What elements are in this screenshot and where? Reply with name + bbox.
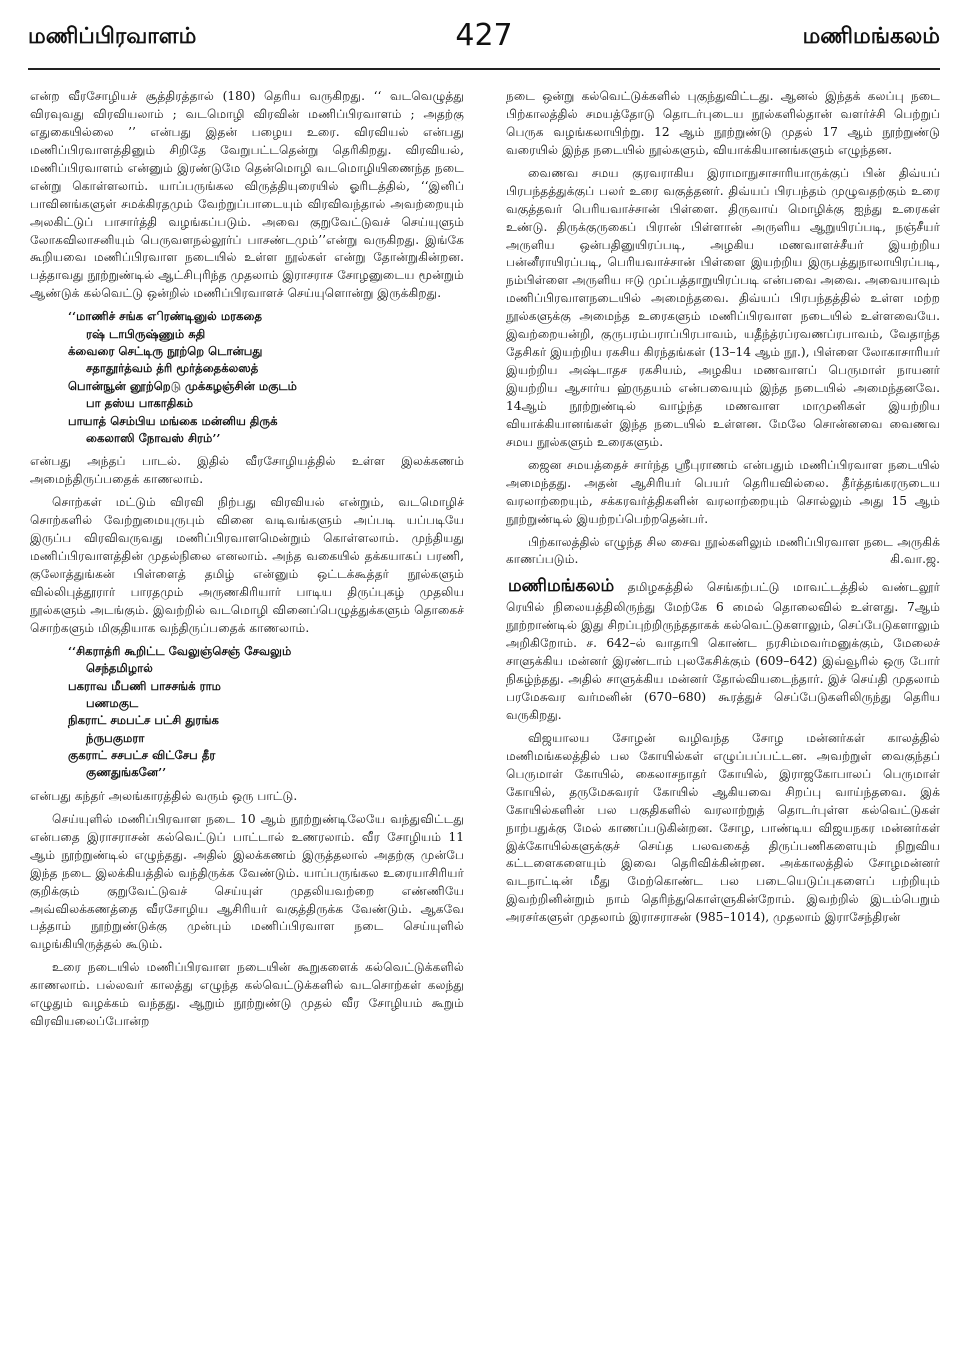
running-head-left: மணிப்பிரவாளம் <box>28 24 197 49</box>
running-head-right: மணிமங்கலம் <box>802 24 940 49</box>
paragraph: நடை ஒன்று கல்வெட்டுக்களில் புகுந்துவிட்டது. ஆனல் இந்தக் கலப்பு நடை பிற்காலத்தில் சமயத்தோடு தொடர்புடைய நூல்களில்தான் வளர்ச்சி பெற்றுப் பெருக வழங்கலாயிற்று. 12 ஆம் நூற்றுண்டு முதல் 17 ஆம் நூற்றுண்டு வரையில் இந்த நடையில் நூல்களும், வியாக்கியானங்களும் எழுந்தன. <box>506 89 940 157</box>
verse-line: ‘‘மாணிச் சங்க எிரண்டினுல் மரகதை <box>68 309 263 324</box>
paragraph <box>506 534 940 570</box>
verse-line: ரஷ் டாபிருஷ்ணும் சுதி <box>86 326 206 341</box>
verse-line: செந்தமிழால் <box>86 661 153 676</box>
verse-line: பாயாத் செம்பிய மங்கை மன்னிய திருக் <box>68 413 278 428</box>
verse-line: பணமகுட <box>86 695 139 710</box>
paragraph: என்ற வீரசோழியச் சூத்திரத்தால் (180) தெரிய வருகிறது. ‘‘ வடவெழுத்து விரவுவது விரவியலாம் ; வடமொழி விரவின் மணிப்பிரவாளம் ; அதற்கு எதுகையில்லை ’’ என்பது இதன் பழைய உரை. விரவியல் என்பது மணிப்பிரவாளத்தினும் சிறிதே வேறுபட்டதென்று தெரிகிறது. விரவியல், மணிப்பிரவாளம் என்னும் இரண்டுமே தென்மொழி வடமொழியிணைந்த நடை என்று கொள்ளலாம். யாப்பருங்கல விருத்தியுரையில் ஓரிடத்தில், ‘‘இனிப் பாவினங்களுள் சமக்கிரதமும் வேற்றுப்பாடையும் விரவிவந்தால் அவற்றையும் அலகிட்டுப் பாசார்த்தி வழங்கப்படும். அவை குறுவேட்டுவச் செய்யுளும் லோகவிலாசனியும் பெருவளநல்லூர்ப் பாசண்டமும்’’என்று வருகிறது. இங்கே கூறியவை மணிப்பிரவாள நடையில் உள்ள நூல்கள் என்று தோன்றுகின்றன. பத்தாவது நூற்றுண்டில் ஆட்சிபுரிந்த முதலாம் இராசராச சோழனுடைய மூன்றும் ஆண்டுக் கல்வெட்டு ஒன்றில் மணிப்பிரவாளச் செய்யுளொன்று இருக்கிறது. <box>30 89 464 301</box>
verse-line: நிகராட் சமபட்ச பட்சி துரங்க <box>68 713 219 728</box>
paragraph: ஜைன சமயத்தைச் சார்ந்த ஸ்ரீபுராணம் என்பதும் மணிப்பிரவாள நடையில் அமைந்தது. அதன் ஆசிரியர் பெயர் தெரியவில்லை. தீர்த்தங்கரருடைய வரலாற்றையும், சக்கரவர்த்திகளின் வரலாற்றையும் சொல்லும் அது 15 ஆம் நூற்றுண்டில் இயற்றப்பெற்றதென்பர். <box>506 457 940 526</box>
entry-paragraph <box>506 574 940 725</box>
paragraph: உரை நடையில் மணிப்பிரவாள நடையின் கூறுகளைக் கல்வெட்டுக்களில் காணலாம். பல்லவர் காலத்து எழுந்த கல்வெட்டுக்களில் வடசொற்கள் கலந்து எழுதும் வழக்கம் வந்தது. ஆறும் நூற்றுண்டு முதல் வீர சோழியம் கூறும் விரவியலைப்போன்ற <box>30 960 464 1029</box>
verse-quote <box>68 643 464 782</box>
page-header <box>28 14 940 70</box>
verse-line: சதாதூர்த்வம் த்ரி மூர்த்தைக்லஸத் <box>86 361 259 376</box>
verse-line: பொன்ஙூன் னூற்றெடு முக்கழஞ்சின் மகுடம் <box>68 378 297 393</box>
left-column <box>30 88 464 1350</box>
paragraph: விஜயாலய சோழன் வழிவந்த சோழ மன்னர்கள் காலத்தில் மணிமங்கலத்தில் பல கோயில்கள் எழுப்பப்பட்டன. அவற்றுள் வைகுந்தப் பெருமாள் கோயில், கைலாசநாதர் கோயில், இராஜகோபாலப் பெருமாள் கோயில், தருமேசுவரர் கோயில் ஆகியவை சிறப்பு வாய்ந்தவை. இக் கோயில்களின் பல பகுதிகளில் வரலாற்றுத் தொடர்புள்ள கல்வெட்டுகள் நாற்பதுக்கு மேல் காணப்படுகின்றன. சோழ, பாண்டிய விஜயநகர மன்னர்கள் இக்கோயில்களுக்குச் செய்த பலவகைத் திருப்பணிகளையும் நிறுவிய கட்டளைகளையும் இவை தெரிவிக்கின்றன. அக்காலத்தில் சோழமன்னர் வடநாட்டின் மீது மேற்கொண்ட பல படையெடுப்புகளைப் பற்றியும் இவற்றினின்றும் நாம் தெரிந்துகொள்ளுகின்றோம். இவற்றில் இடம்பெறும் அரசர்களுள் முதலாம் இராசராசன் (985–1014), முதலாம் இராசேந்திரன் <box>506 730 940 925</box>
entry-headword: மணிமங்கலம் <box>508 576 615 597</box>
verse-line: கைலாஸி நோவஸ் சிரம்’’ <box>86 430 221 445</box>
verse-line: ந்ருபகுமரா <box>86 730 145 745</box>
paragraph: சொற்கள் மட்டும் விரவி நிற்பது விரவியல் என்றும், வடமொழிச் சொற்களில் வேற்றுமையுருபும் வினை வடிவங்களும் அப்படி யப்படியே இருப்ப விரவிவருவது மணிப்பிரவாளமென்றும் கொள்ளலாம். முந்தியது மணிப்பிரவாளத்தின் முதல்நிலை எனலாம். அந்த வகையில் தக்கயாகப் பரணி, குலோத்துங்கன் பிள்ளைத் தமிழ் என்னும் ஒட்டக்கூத்தர் நூல்களும் வில்லிபுத்தூரார் பாரதமும் அருணகிரியார் பாடிய திருப்புகழ் முதலிய நூல்களும் அடங்கும். இவற்றில் வடமொழி வினைப்பெழுத்துக்களும் தொகைச் சொற்களும் மிகுதியாக வந்திருப்பதைக் காணலாம். <box>30 495 464 635</box>
verse-line: பகராவ மீபணி பாசசங்க் ராம <box>68 678 222 693</box>
right-column <box>506 88 940 1350</box>
verse-line: பா தஸ்ய பாகாதிகம் <box>86 396 194 411</box>
paragraph: என்பது கந்தர் அலங்காரத்தில் வரும் ஒரு பாட்டு. <box>30 788 298 803</box>
verse-line: குணதுங்கனே’’ <box>86 765 167 780</box>
paragraph-text: தமிழகத்தில் செங்கற்பட்டு மாவட்டத்தில் வண்டலூர் ரெயில் நிலையத்திலிருந்து மேற்கே 6 மைல் தொலைவில் உள்ளது. 7ஆம் நூற்றாண்டில் இது சிறப்புற்றிருந்ததாகக் கல்வெட்டுகளாலும், செப்பேடுகளாலும் அறிகிறோம். ச. 642–ல் வாதாபி கொண்ட நரசிம்மவர்மனுக்கும், மேலைச் சாளுக்கிய மன்னர் இரண்டாம் புலகேசிக்கும் (609–642) இவ்வூரில் ஒரு போர் நிகழ்ந்தது. அதில் சாளுக்கிய மன்னர் தோல்வியடைந்தார். இச் செய்தி முதலாம் பரமேசுவர வர்மனின் (670–680) கூரத்துச் செப்பேடுகளிலிருந்து தெரிய வருகிறது. <box>506 580 940 722</box>
verse-line: குகராட் சசபட்ச விட்சேப தீர <box>68 748 216 763</box>
verse-line: ‘‘சிகராத்ரி கூறிட்ட வேலுஞ்செஞ் சேவலும் <box>68 643 292 658</box>
author-initials: கி.வா.ஜ. <box>890 552 940 567</box>
verse-line: க்வைரை செட்டிரு நூற்றெ டொன்பது <box>68 344 263 359</box>
paragraph: என்பது அந்தப் பாடல். இதில் வீரசோழியத்தில் உள்ள இலக்கணம் அமைந்திருப்பதைக் காணலாம். <box>30 454 464 487</box>
paragraph-text: பிற்காலத்தில் எழுந்த சில சைவ நூல்களிலும் மணிப்பிரவாள நடை அருகிக் காணப்படும். <box>506 534 940 567</box>
paragraph: வைணவ சமய குரவராகிய இராமாநுசாசாரியாருக்குப் பின் திவ்யப் பிரபந்தத்துக்குப் பலர் உரை வகுத்தனர். திவ்யப் பிரபந்தம் முழுவதற்கும் உரை வகுத்தவர் பெரியவாச்சான் பிள்ளை. திருவாய் மொழிக்கு ஐந்து உரைகள் உண்டு. திருக்குருகைப் பிரான் பிள்ளான் அருளிய ஆறுயிரப்படி, நஞ்சீயர் அருளிய ஒன்பதினுயிரப்படி, அழகிய மணவாளச்சீயர் இயற்றிய பன்னீராயிரப்படி, பெரியவாச்சான் பிள்ளை இயற்றிய இருபத்துநாலாயிரப்படி, நம்பிள்ளை அருளிய ஈடு முப்பத்தாறுயிரப்படி என்பவை அவை. அவையாவும் மணிப்பிரவாளநடையில் அமைந்தவை. திவ்யப் பிரபந்தத்தில் உள்ள மற்ற நூல்களுக்கு அமைந்த உரைகளும் மணிப்பிரவாள நடையில் உள்ளவையே. இவற்றையன்றி, குருபரம்பராப்பிரபாவம், யதீந்த்ரப்ரவணப்ரபாவம், வேதாந்த தேசிகர் இயற்றிய ரகசிய கிரந்தங்கள் (13–14 ஆம் நூ.), பிள்ளை லோகாசாரியர் இயற்றிய அஷ்டாதச ரகசியம், அழகிய மணவாளப் பெருமாள் நாயனர் இயற்றிய ஆசார்ய ஹ்ருதயம் என்பவையும் இந்த நடையில் அமைந்தனவே. 14ஆம் நூற்றுண்டில் வாழ்ந்த மணவாள மாமுனிகள் இயற்றிய வியாக்கியானங்கள் இந்த நடையில் உள்ளன. மேலே சொன்னவை வைணவ சமய நூல்களும் உரைகளும். <box>506 165 940 449</box>
paragraph: செய்யுளில் மணிப்பிரவாள நடை 10 ஆம் நூற்றுண்டிலேயே வந்துவிட்டது என்பதை இராசராசன் கல்வெட்டுப் பாட்டால் உணரலாம். வீர சோழியம் 11 ஆம் நூற்றுண்டில் எழுந்தது. அதில் இலக்கணம் இருத்தலால் அதற்கு முன்பே இந்த நடை இலக்கியத்தில் வந்திருக்க வேண்டும். யாப்பருங்கல உரையாசிரியர் குறிக்கும் குறுவேட்டுவச் செய்யுள் முதலியவற்றை எண்ணியே அவ்விலக்கணத்தை வீரசோழிய ஆசிரியர் வகுத்திருக்க வேண்டும். ஆகவே பத்தாம் நூற்றுண்டுக்கு முன்பும் மணிப்பிரவாள நடை செய்யுளில் வழங்கியிருத்தல் கூடும். <box>30 811 464 952</box>
page-number: 427 <box>455 18 513 53</box>
verse-quote <box>68 308 464 447</box>
